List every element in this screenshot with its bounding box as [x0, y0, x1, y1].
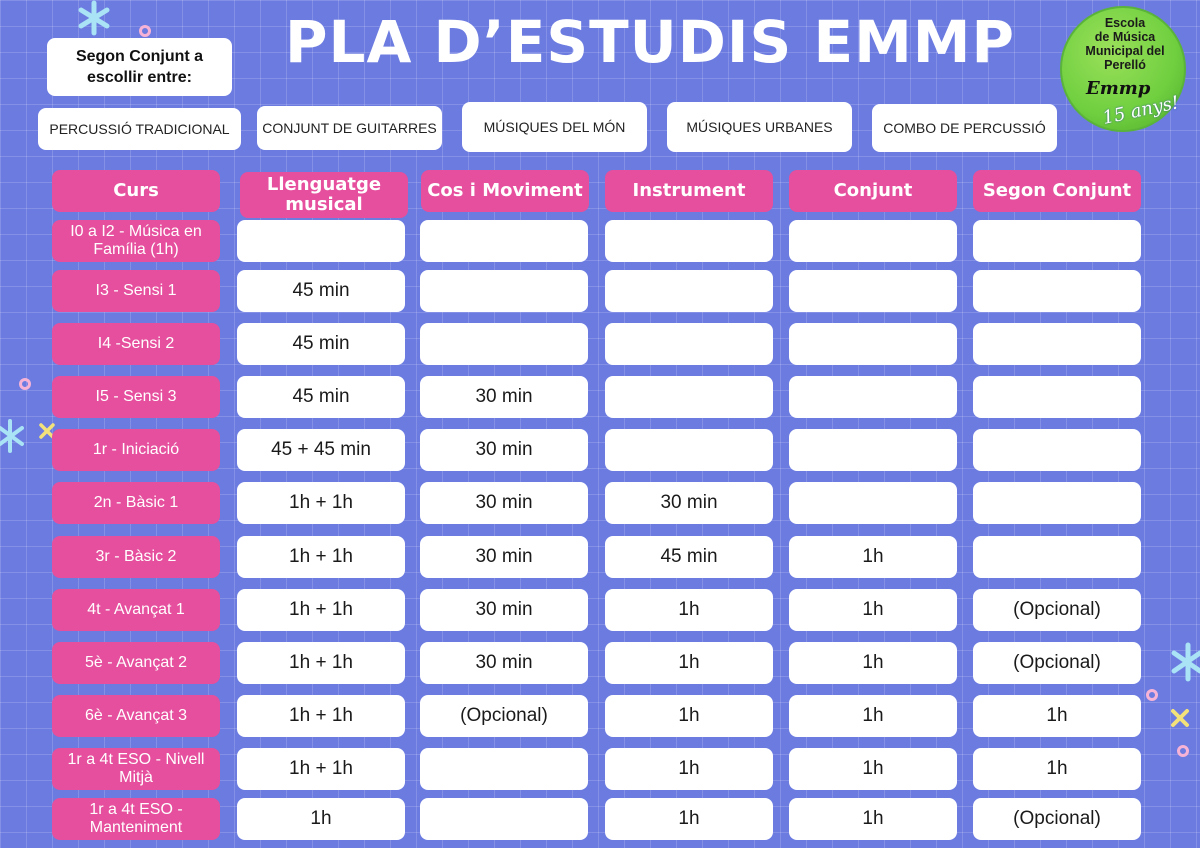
table-cell: 1h + 1h [237, 589, 405, 631]
table-cell: 1h [789, 798, 957, 840]
table-cell: 1h [605, 642, 773, 684]
course-label: 3r - Bàsic 2 [52, 536, 220, 578]
table-cell: 1h [973, 748, 1141, 790]
table-cell: 1h + 1h [237, 748, 405, 790]
table-cell: 1h [789, 642, 957, 684]
table-cell: 1h [789, 589, 957, 631]
option-musiques-urbanes: MÚSIQUES URBANES [667, 102, 852, 152]
table-cell [605, 220, 773, 262]
subtitle-box: Segon Conjunt a escollir entre: [47, 38, 232, 96]
table-cell: 1h [973, 695, 1141, 737]
table-cell [789, 270, 957, 312]
table-cell [420, 270, 588, 312]
logo-text: Escola de Música Municipal del Perelló [1085, 16, 1165, 72]
anniversary-badge: 15 anys! [1100, 92, 1181, 129]
table-cell [973, 376, 1141, 418]
table-cell [973, 482, 1141, 524]
cross-icon [1170, 708, 1190, 728]
table-cell: 1h [789, 695, 957, 737]
table-cell [789, 482, 957, 524]
option-combo-percussio: COMBO DE PERCUSSIÓ [872, 104, 1057, 152]
table-cell: 1h [605, 695, 773, 737]
table-cell: 1h [789, 536, 957, 578]
table-cell: 1h [605, 798, 773, 840]
course-label: I4 -Sensi 2 [52, 323, 220, 365]
table-cell [789, 429, 957, 471]
ring-icon [1145, 688, 1159, 702]
table-cell [973, 429, 1141, 471]
table-cell: 1h [605, 589, 773, 631]
header-segon-conjunt: Segon Conjunt [973, 170, 1141, 212]
table-cell: 45 min [237, 323, 405, 365]
table-cell [605, 323, 773, 365]
table-cell [789, 220, 957, 262]
table-cell [789, 323, 957, 365]
table-cell: 45 + 45 min [237, 429, 405, 471]
table-cell [420, 220, 588, 262]
table-cell [973, 220, 1141, 262]
course-label: 1r a 4t ESO - Nivell Mitjà [52, 748, 220, 790]
table-cell [605, 429, 773, 471]
table-cell: 1h [789, 748, 957, 790]
table-cell: (Opcional) [973, 642, 1141, 684]
logo-mark: Emmp [1086, 78, 1151, 99]
course-label: 4t - Avançat 1 [52, 589, 220, 631]
table-cell: 45 min [605, 536, 773, 578]
sparkle-icon [76, 0, 112, 36]
ring-icon [1176, 744, 1190, 758]
ring-icon [138, 24, 152, 38]
course-label: I5 - Sensi 3 [52, 376, 220, 418]
table-cell: 30 min [420, 376, 588, 418]
table-cell: 1h + 1h [237, 536, 405, 578]
course-label: 1r a 4t ESO - Manteniment [52, 798, 220, 840]
table-cell: (Opcional) [420, 695, 588, 737]
header-instrument: Instrument [605, 170, 773, 212]
school-logo [1060, 6, 1186, 132]
table-cell: 30 min [420, 429, 588, 471]
header-curs: Curs [52, 170, 220, 212]
table-cell: 1h + 1h [237, 482, 405, 524]
course-label: 2n - Bàsic 1 [52, 482, 220, 524]
table-cell [973, 270, 1141, 312]
option-percussio-tradicional: PERCUSSIÓ TRADICIONAL [38, 108, 241, 150]
course-label: 6è - Avançat 3 [52, 695, 220, 737]
table-cell [420, 798, 588, 840]
page-title: PLA D’ESTUDIS EMMP [284, 8, 1016, 76]
table-cell: 1h + 1h [237, 642, 405, 684]
course-label: I0 a I2 - Música en Família (1h) [52, 220, 220, 262]
table-cell [973, 536, 1141, 578]
table-cell [789, 376, 957, 418]
header-llenguatge-musical: Llenguatge musical [240, 172, 408, 218]
table-cell: 30 min [420, 482, 588, 524]
table-cell [420, 748, 588, 790]
table-cell: 30 min [420, 589, 588, 631]
table-cell: 45 min [237, 376, 405, 418]
option-musiques-mon: MÚSIQUES DEL MÓN [462, 102, 647, 152]
table-cell: (Opcional) [973, 798, 1141, 840]
table-cell: 1h [237, 798, 405, 840]
course-label: 1r - Iniciació [52, 429, 220, 471]
course-label: 5è - Avançat 2 [52, 642, 220, 684]
table-cell [420, 323, 588, 365]
table-cell: 30 min [420, 536, 588, 578]
course-label: I3 - Sensi 1 [52, 270, 220, 312]
table-cell [973, 323, 1141, 365]
header-conjunt: Conjunt [789, 170, 957, 212]
header-cos-moviment: Cos i Moviment [421, 170, 589, 212]
sparkle-icon [0, 418, 24, 454]
ring-icon [18, 377, 32, 391]
table-cell: 1h [605, 748, 773, 790]
table-cell: 45 min [237, 270, 405, 312]
option-conjunt-guitarres: CONJUNT DE GUITARRES [257, 106, 442, 150]
table-cell: 30 min [605, 482, 773, 524]
sparkle-icon [1170, 642, 1200, 682]
table-cell [237, 220, 405, 262]
table-cell [605, 270, 773, 312]
table-cell: 30 min [420, 642, 588, 684]
table-cell [605, 376, 773, 418]
table-cell: (Opcional) [973, 589, 1141, 631]
table-cell: 1h + 1h [237, 695, 405, 737]
